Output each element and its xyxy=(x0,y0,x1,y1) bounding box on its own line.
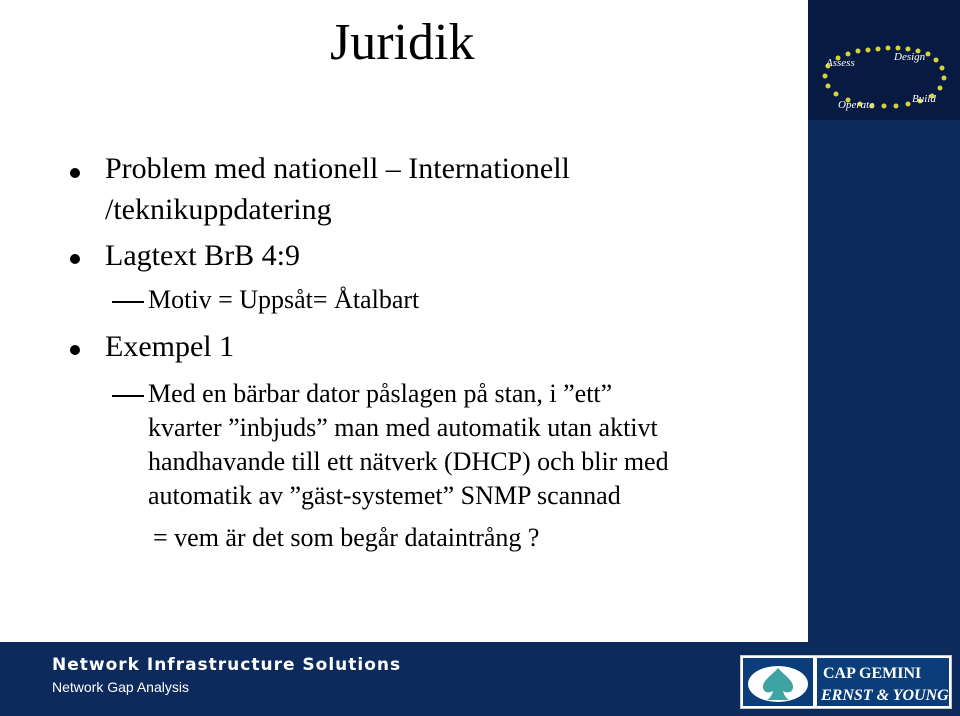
company-logo xyxy=(740,655,952,709)
bullet-text: Problem med nationell – Internationell xyxy=(105,152,570,185)
cycle-diagram xyxy=(808,0,960,120)
dash-icon xyxy=(112,395,144,397)
dash-icon xyxy=(112,301,144,303)
bullet-icon xyxy=(70,168,80,178)
cycle-label-assess: Assess xyxy=(826,57,855,69)
slide-title: Juridik xyxy=(330,14,475,71)
logo-line-1: CAP GEMINI xyxy=(823,665,922,682)
bullet-text: Lagtext BrB 4:9 xyxy=(105,239,300,272)
cycle-label-operate: Operate xyxy=(838,99,875,111)
logo-wordmark-graphic xyxy=(817,658,949,706)
bullet-text: Exempel 1 xyxy=(105,330,235,363)
bullet-icon xyxy=(70,345,80,355)
logo-line-2: ERNST & YOUNG xyxy=(821,687,949,704)
logo-mark xyxy=(743,658,813,706)
bullet-text: /teknikuppdatering xyxy=(105,193,332,226)
spade-icon xyxy=(743,658,813,706)
sub-bullet-text: automatik av ”gäst-systemet” SNMP scannad xyxy=(148,481,621,510)
conclusion-text: = vem är det som begår dataintrång ? xyxy=(153,523,540,552)
footer-subtitle: Network Gap Analysis xyxy=(52,679,189,695)
sub-bullet-text: Motiv = Uppsåt= Åtalbart xyxy=(148,285,420,314)
cycle-graphic xyxy=(808,0,960,120)
footer-title: Network Infrastructure Solutions xyxy=(52,655,402,675)
cycle-label-design: Design xyxy=(894,51,926,63)
cycle-label-build: Build xyxy=(912,93,936,105)
sub-bullet-text: handhavande till ett nätverk (DHCP) och blir med xyxy=(148,447,669,476)
sub-bullet-text: kvarter ”inbjuds” man med automatik utan aktivt xyxy=(148,413,658,442)
logo-wordmark xyxy=(817,658,949,706)
bullet-icon xyxy=(70,254,80,264)
sub-bullet-text: Med en bärbar dator påslagen på stan, i ”ett” xyxy=(148,379,613,408)
